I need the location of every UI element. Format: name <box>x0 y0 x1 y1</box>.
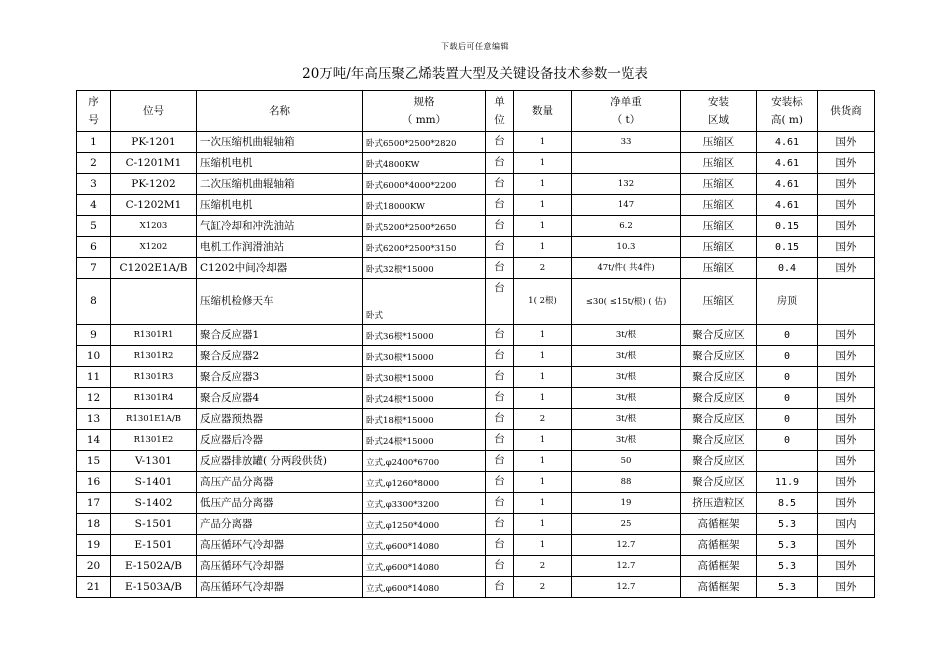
cell-supplier: 国外 <box>818 451 875 472</box>
cell-supplier: 国外 <box>818 472 875 493</box>
cell-no: 15 <box>77 451 111 472</box>
cell-no: 19 <box>77 535 111 556</box>
cell-name: 聚合反应器2 <box>197 346 363 367</box>
cell-tag: E-1503A/B <box>111 577 197 598</box>
cell-weight: 3t/根 <box>572 430 681 451</box>
cell-height: 0 <box>757 367 818 388</box>
cell-tag: R1301R4 <box>111 388 197 409</box>
cell-height: 0.15 <box>757 237 818 258</box>
table-row <box>77 430 875 451</box>
cell-qty: 1 <box>514 388 572 409</box>
cell-spec: 卧式18000KW <box>363 195 486 216</box>
cell-spec: 卧式6500*2500*2820 <box>363 132 486 153</box>
cell-no: 6 <box>77 237 111 258</box>
cell-tag: R1301E1A/B <box>111 409 197 430</box>
table-header-row <box>77 91 875 132</box>
cell-name: C1202中间冷却器 <box>197 258 363 279</box>
cell-qty: 1 <box>514 493 572 514</box>
cell-area: 压缩区 <box>681 132 757 153</box>
cell-no: 18 <box>77 514 111 535</box>
cell-weight: 147 <box>572 195 681 216</box>
cell-weight: 3t/根 <box>572 367 681 388</box>
cell-area: 压缩区 <box>681 153 757 174</box>
cell-height: 0 <box>757 325 818 346</box>
cell-weight: 132 <box>572 174 681 195</box>
cell-tag: PK-1201 <box>111 132 197 153</box>
cell-weight: 12.7 <box>572 535 681 556</box>
cell-weight: 47t/件( 共4件) <box>572 258 681 279</box>
cell-area: 聚合反应区 <box>681 325 757 346</box>
cell-qty: 1 <box>514 472 572 493</box>
cell-name: 电机工作润滑油站 <box>197 237 363 258</box>
cell-no: 16 <box>77 472 111 493</box>
cell-unit: 台 <box>486 577 514 598</box>
cell-unit: 台 <box>486 195 514 216</box>
cell-name: 聚合反应器3 <box>197 367 363 388</box>
cell-supplier: 国外 <box>818 174 875 195</box>
cell-no: 10 <box>77 346 111 367</box>
cell-spec: 卧式32根*15000 <box>363 258 486 279</box>
cell-tag: C-1201M1 <box>111 153 197 174</box>
cell-name: 压缩机检修天车 <box>197 279 363 325</box>
cell-area: 聚合反应区 <box>681 430 757 451</box>
cell-qty: 2 <box>514 556 572 577</box>
edit-note: 下载后可任意编辑 <box>441 42 509 51</box>
cell-tag: PK-1202 <box>111 174 197 195</box>
cell-supplier: 国外 <box>818 388 875 409</box>
cell-area: 聚合反应区 <box>681 451 757 472</box>
cell-spec: 卧式30根*15000 <box>363 367 486 388</box>
cell-no: 9 <box>77 325 111 346</box>
cell-area: 高循框架 <box>681 556 757 577</box>
table-row <box>77 451 875 472</box>
cell-spec: 卧式4800KW <box>363 153 486 174</box>
table-body <box>77 132 875 598</box>
cell-supplier: 国外 <box>818 237 875 258</box>
cell-weight: 3t/根 <box>572 409 681 430</box>
cell-weight: 12.7 <box>572 556 681 577</box>
cell-area: 挤压造粒区 <box>681 493 757 514</box>
cell-no: 4 <box>77 195 111 216</box>
cell-no: 8 <box>77 279 111 325</box>
cell-height: 4.61 <box>757 174 818 195</box>
header-supplier: 供货商 <box>818 91 875 132</box>
cell-no: 21 <box>77 577 111 598</box>
cell-supplier: 国外 <box>818 216 875 237</box>
cell-area: 压缩区 <box>681 237 757 258</box>
cell-height: 0 <box>757 346 818 367</box>
cell-weight: ≤30( ≤15t/根) ( 估) <box>572 279 681 325</box>
header-qty: 数量 <box>514 91 572 132</box>
cell-unit: 台 <box>486 430 514 451</box>
cell-weight: 50 <box>572 451 681 472</box>
cell-tag: C-1202M1 <box>111 195 197 216</box>
cell-unit: 台 <box>486 388 514 409</box>
header-name: 名称 <box>197 91 363 132</box>
cell-name: 产品分离器 <box>197 514 363 535</box>
cell-height: 0 <box>757 388 818 409</box>
cell-spec: 卧式5200*2500*2650 <box>363 216 486 237</box>
table-row <box>77 237 875 258</box>
cell-area: 压缩区 <box>681 216 757 237</box>
cell-supplier: 国外 <box>818 430 875 451</box>
table-row <box>77 472 875 493</box>
table-row <box>77 409 875 430</box>
cell-height: 0.4 <box>757 258 818 279</box>
cell-tag: R1301R2 <box>111 346 197 367</box>
header-tag: 位号 <box>111 91 197 132</box>
cell-qty: 1( 2根) <box>514 279 572 325</box>
cell-tag: S-1402 <box>111 493 197 514</box>
cell-spec: 立式,φ1250*4000 <box>363 514 486 535</box>
cell-tag: R1301R3 <box>111 367 197 388</box>
cell-area: 聚合反应区 <box>681 409 757 430</box>
cell-qty: 1 <box>514 367 572 388</box>
table-row <box>77 514 875 535</box>
cell-area: 聚合反应区 <box>681 346 757 367</box>
cell-area: 压缩区 <box>681 279 757 325</box>
cell-qty: 2 <box>514 258 572 279</box>
cell-unit: 台 <box>486 493 514 514</box>
cell-height: 5.3 <box>757 556 818 577</box>
cell-no: 17 <box>77 493 111 514</box>
cell-area: 压缩区 <box>681 195 757 216</box>
cell-name: 高压循环气冷却器 <box>197 577 363 598</box>
table-row <box>77 535 875 556</box>
cell-unit: 台 <box>486 132 514 153</box>
table-row <box>77 174 875 195</box>
cell-tag: R1301R1 <box>111 325 197 346</box>
cell-area: 聚合反应区 <box>681 472 757 493</box>
cell-tag: V-1301 <box>111 451 197 472</box>
cell-tag: S-1401 <box>111 472 197 493</box>
cell-name: 低压产品分离器 <box>197 493 363 514</box>
cell-area: 高循框架 <box>681 535 757 556</box>
cell-height: 8.5 <box>757 493 818 514</box>
cell-spec: 立式,φ3300*3200 <box>363 493 486 514</box>
cell-supplier: 国外 <box>818 346 875 367</box>
table-row <box>77 556 875 577</box>
cell-name: 压缩机电机 <box>197 153 363 174</box>
cell-unit: 台 <box>486 556 514 577</box>
cell-supplier: 国外 <box>818 577 875 598</box>
table-row <box>77 367 875 388</box>
cell-area: 聚合反应区 <box>681 388 757 409</box>
table-row <box>77 577 875 598</box>
cell-spec: 立式,φ600*14080 <box>363 535 486 556</box>
cell-unit: 台 <box>486 258 514 279</box>
header-height: 安装标 高( m) <box>757 91 818 132</box>
cell-supplier: 国外 <box>818 153 875 174</box>
cell-supplier: 国外 <box>818 556 875 577</box>
cell-weight: 3t/根 <box>572 388 681 409</box>
cell-weight: 88 <box>572 472 681 493</box>
table-row <box>77 346 875 367</box>
cell-name: 聚合反应器4 <box>197 388 363 409</box>
cell-height: 房顶 <box>757 279 818 325</box>
cell-height: 4.61 <box>757 132 818 153</box>
cell-tag: E-1502A/B <box>111 556 197 577</box>
cell-unit: 台 <box>486 535 514 556</box>
header-no: 序 号 <box>77 91 111 132</box>
cell-spec: 卧式24根*15000 <box>363 430 486 451</box>
cell-qty: 2 <box>514 409 572 430</box>
cell-unit: 台 <box>486 346 514 367</box>
cell-supplier <box>818 279 875 325</box>
cell-weight: 3t/根 <box>572 325 681 346</box>
table-row <box>77 195 875 216</box>
cell-area: 压缩区 <box>681 258 757 279</box>
cell-no: 12 <box>77 388 111 409</box>
document-title: 20万吨/年高压聚乙烯装置大型及关键设备技术参数一览表 <box>302 66 648 82</box>
cell-area: 高循框架 <box>681 577 757 598</box>
cell-name: 反应器后冷器 <box>197 430 363 451</box>
cell-name: 聚合反应器1 <box>197 325 363 346</box>
cell-supplier: 国外 <box>818 132 875 153</box>
cell-qty: 1 <box>514 237 572 258</box>
cell-height <box>757 451 818 472</box>
cell-no: 1 <box>77 132 111 153</box>
cell-weight: 19 <box>572 493 681 514</box>
cell-spec: 卧式6000*4000*2200 <box>363 174 486 195</box>
cell-spec: 卧式6200*2500*3150 <box>363 237 486 258</box>
cell-name: 二次压缩机曲辊轴箱 <box>197 174 363 195</box>
cell-unit: 台 <box>486 237 514 258</box>
cell-name: 压缩机电机 <box>197 195 363 216</box>
cell-weight: 10.3 <box>572 237 681 258</box>
cell-spec: 立式,φ600*14080 <box>363 556 486 577</box>
cell-height: 11.9 <box>757 472 818 493</box>
cell-supplier: 国外 <box>818 195 875 216</box>
cell-name: 高压循环气冷却器 <box>197 556 363 577</box>
cell-unit: 台 <box>486 367 514 388</box>
cell-unit: 台 <box>486 472 514 493</box>
cell-weight: 3t/根 <box>572 346 681 367</box>
cell-qty: 1 <box>514 216 572 237</box>
cell-tag: C1202E1A/B <box>111 258 197 279</box>
cell-spec: 卧式18根*15000 <box>363 409 486 430</box>
cell-spec: 卧式30根*15000 <box>363 346 486 367</box>
cell-spec: 立式,φ600*14080 <box>363 577 486 598</box>
cell-weight: 6.2 <box>572 216 681 237</box>
cell-unit: 台 <box>486 451 514 472</box>
cell-qty: 1 <box>514 132 572 153</box>
cell-unit: 台 <box>486 325 514 346</box>
cell-tag: E-1501 <box>111 535 197 556</box>
cell-area: 聚合反应区 <box>681 367 757 388</box>
cell-weight: 12.7 <box>572 577 681 598</box>
cell-tag: S-1501 <box>111 514 197 535</box>
cell-no: 14 <box>77 430 111 451</box>
cell-weight <box>572 153 681 174</box>
cell-unit: 台 <box>486 153 514 174</box>
cell-spec: 卧式 <box>363 279 486 325</box>
cell-tag <box>111 279 197 325</box>
cell-name: 反应器排放罐( 分两段供货) <box>197 451 363 472</box>
cell-height: 5.3 <box>757 514 818 535</box>
header-spec: 规格 （ mm） <box>363 91 486 132</box>
cell-area: 高循框架 <box>681 514 757 535</box>
cell-tag: R1301E2 <box>111 430 197 451</box>
cell-supplier: 国外 <box>818 409 875 430</box>
cell-supplier: 国外 <box>818 258 875 279</box>
cell-qty: 1 <box>514 174 572 195</box>
table-row <box>77 279 875 325</box>
cell-tag: X1202 <box>111 237 197 258</box>
cell-no: 5 <box>77 216 111 237</box>
cell-height: 4.61 <box>757 195 818 216</box>
cell-height: 4.61 <box>757 153 818 174</box>
cell-height: 0 <box>757 409 818 430</box>
cell-height: 0 <box>757 430 818 451</box>
cell-no: 20 <box>77 556 111 577</box>
cell-tag: X1203 <box>111 216 197 237</box>
cell-unit: 台 <box>486 514 514 535</box>
table-row <box>77 258 875 279</box>
cell-name: 反应器预热器 <box>197 409 363 430</box>
cell-name: 气缸冷却和冲洗油站 <box>197 216 363 237</box>
cell-spec: 立式,φ1260*8000 <box>363 472 486 493</box>
table-row <box>77 216 875 237</box>
cell-height: 5.3 <box>757 535 818 556</box>
cell-no: 7 <box>77 258 111 279</box>
cell-supplier: 国外 <box>818 493 875 514</box>
cell-qty: 1 <box>514 153 572 174</box>
cell-supplier: 国外 <box>818 325 875 346</box>
header-weight: 净单重 （ t） <box>572 91 681 132</box>
cell-supplier: 国外 <box>818 367 875 388</box>
table-row <box>77 493 875 514</box>
cell-weight: 33 <box>572 132 681 153</box>
cell-supplier: 国外 <box>818 535 875 556</box>
cell-no: 2 <box>77 153 111 174</box>
cell-spec: 立式,φ2400*6700 <box>363 451 486 472</box>
cell-height: 0.15 <box>757 216 818 237</box>
header-area: 安装 区域 <box>681 91 757 132</box>
cell-unit: 台 <box>486 279 514 325</box>
table-row <box>77 325 875 346</box>
cell-name: 高压循环气冷却器 <box>197 535 363 556</box>
cell-no: 13 <box>77 409 111 430</box>
equipment-table <box>76 90 875 598</box>
cell-unit: 台 <box>486 409 514 430</box>
cell-no: 11 <box>77 367 111 388</box>
cell-spec: 卧式24根*15000 <box>363 388 486 409</box>
cell-unit: 台 <box>486 216 514 237</box>
cell-name: 一次压缩机曲辊轴箱 <box>197 132 363 153</box>
table-row <box>77 388 875 409</box>
cell-qty: 1 <box>514 430 572 451</box>
table-row <box>77 153 875 174</box>
cell-qty: 1 <box>514 514 572 535</box>
cell-qty: 1 <box>514 535 572 556</box>
cell-supplier: 国内 <box>818 514 875 535</box>
header-unit: 单 位 <box>486 91 514 132</box>
cell-qty: 1 <box>514 195 572 216</box>
cell-height: 5.3 <box>757 577 818 598</box>
cell-qty: 2 <box>514 577 572 598</box>
cell-qty: 1 <box>514 346 572 367</box>
cell-no: 3 <box>77 174 111 195</box>
cell-qty: 1 <box>514 325 572 346</box>
cell-qty: 1 <box>514 451 572 472</box>
table-row <box>77 132 875 153</box>
cell-name: 高压产品分离器 <box>197 472 363 493</box>
cell-weight: 25 <box>572 514 681 535</box>
cell-unit: 台 <box>486 174 514 195</box>
cell-spec: 卧式36根*15000 <box>363 325 486 346</box>
cell-area: 压缩区 <box>681 174 757 195</box>
